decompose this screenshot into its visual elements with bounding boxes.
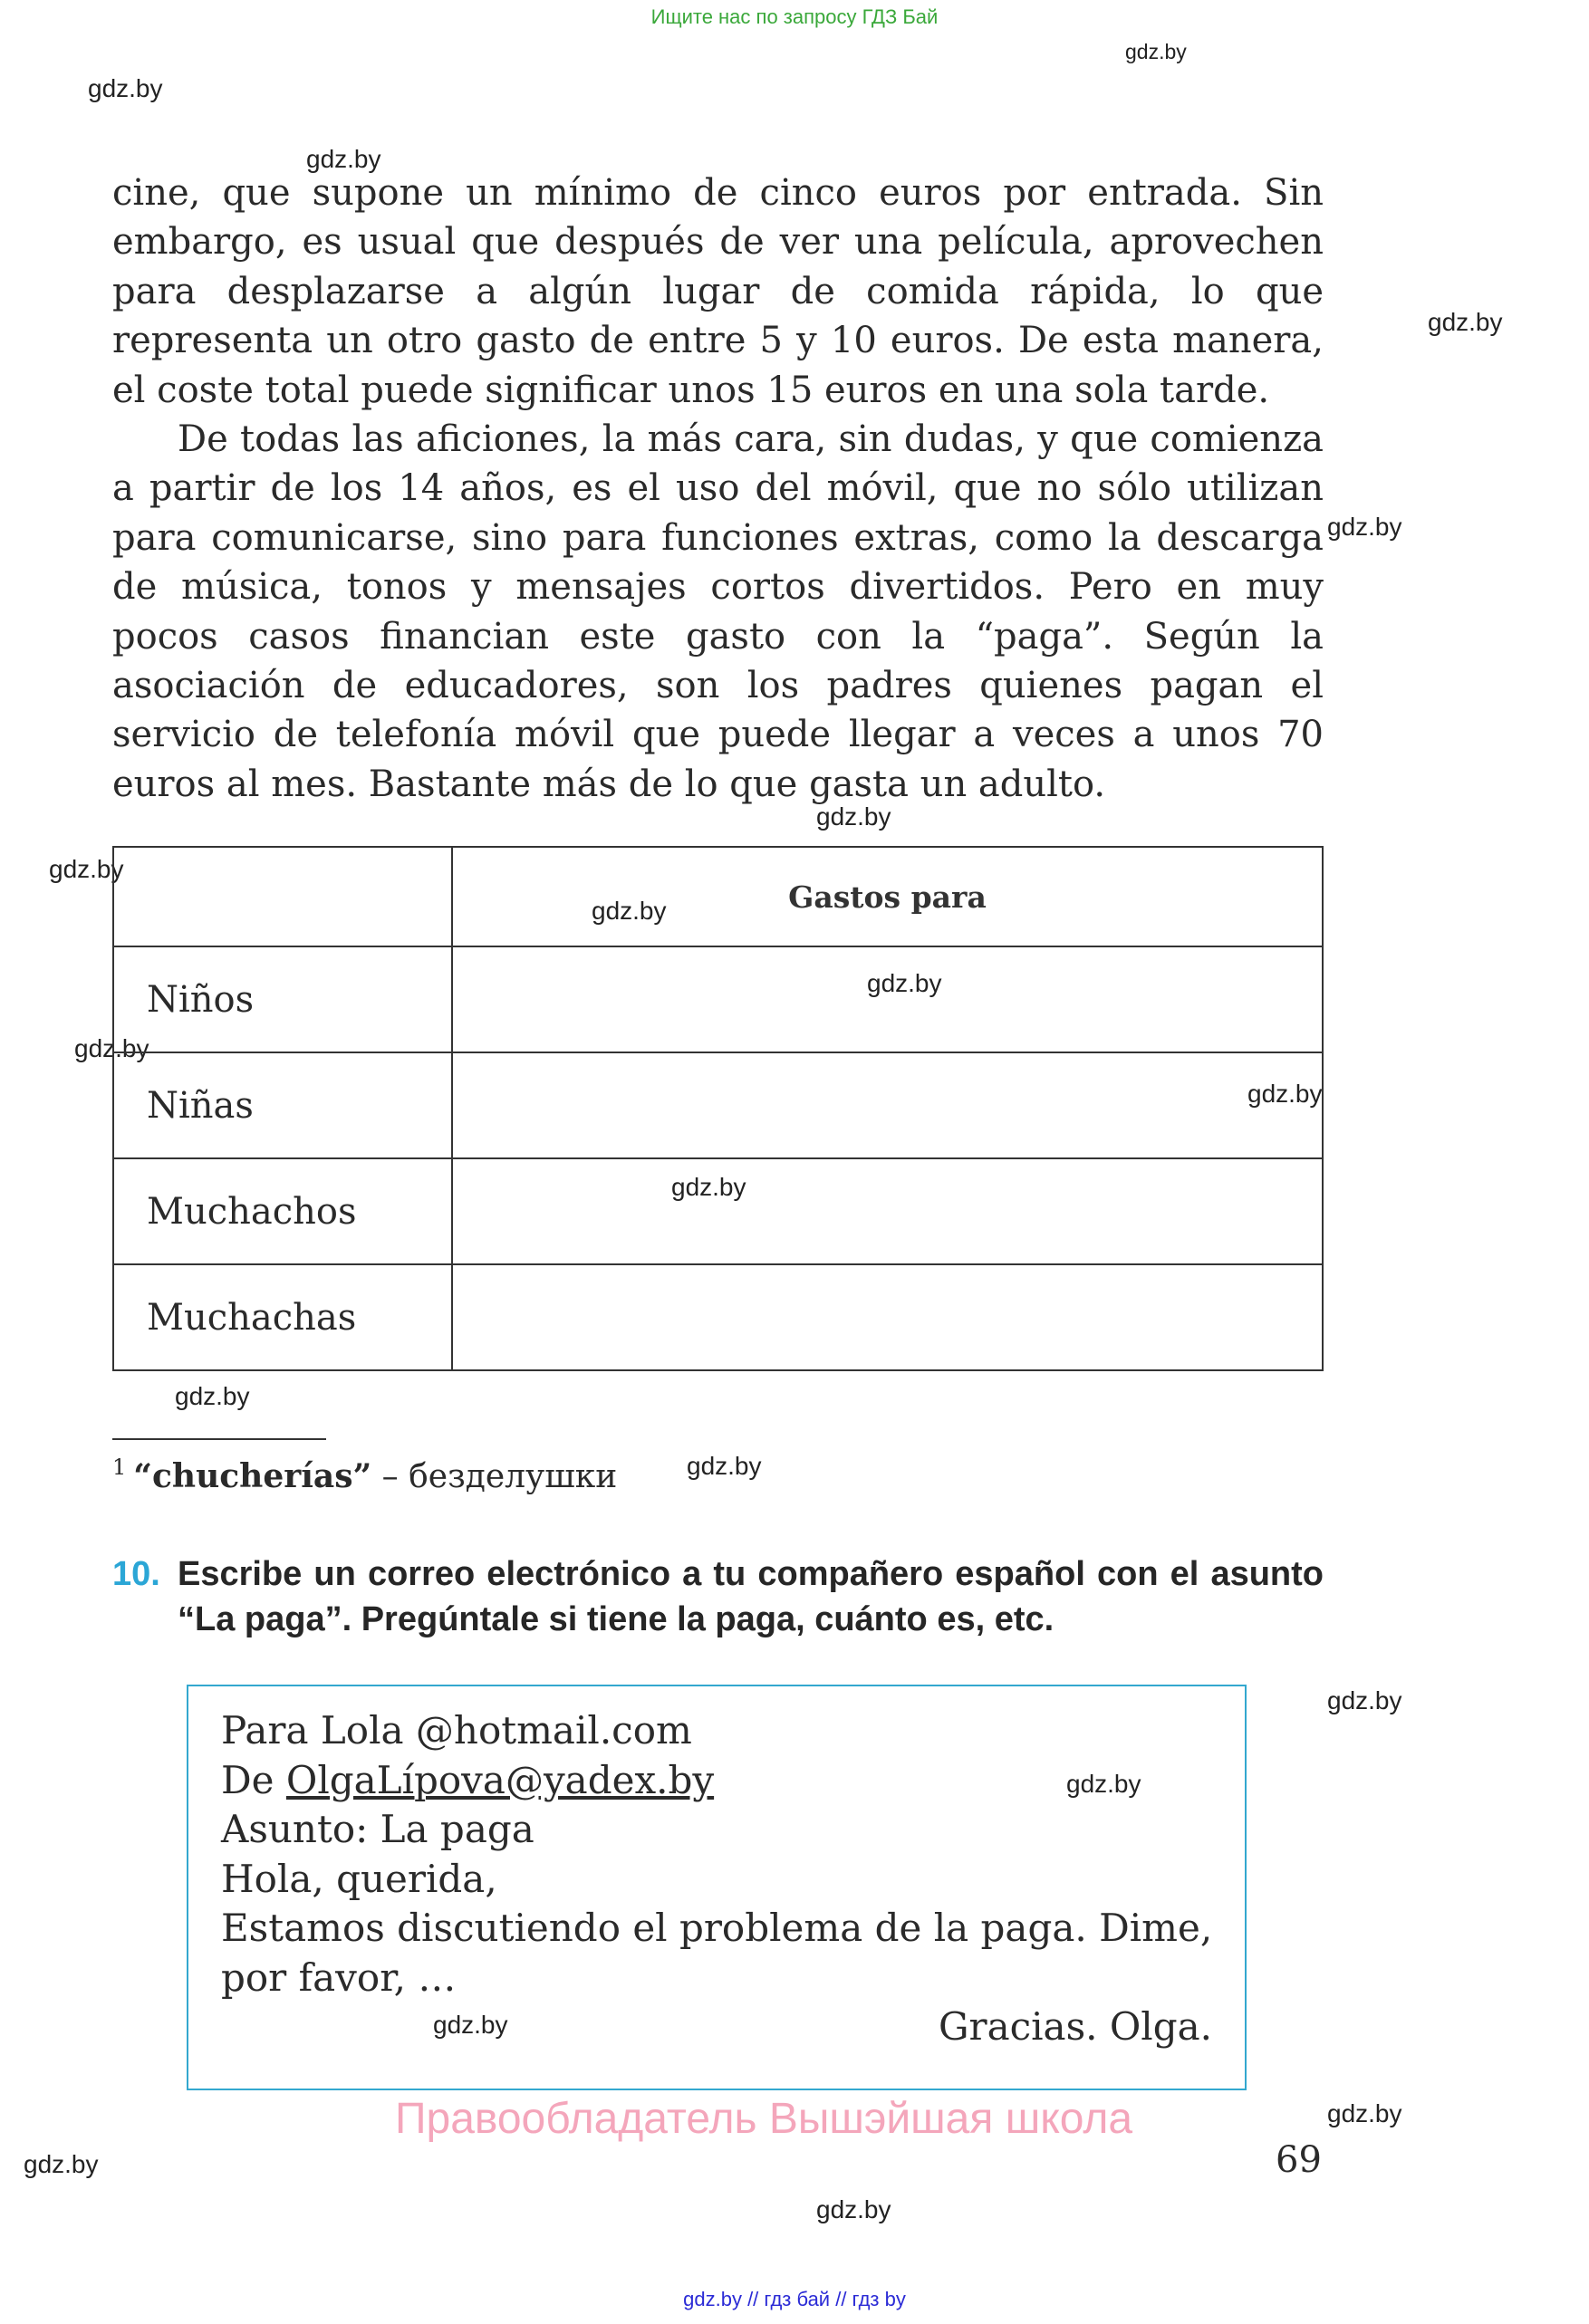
watermark: gdz.by xyxy=(1247,1080,1323,1108)
watermark: gdz.by xyxy=(175,1382,250,1410)
bottom-links[interactable]: gdz.by // гдз бай // гдз by xyxy=(683,2288,906,2310)
footnote-divider xyxy=(112,1438,326,1440)
row-answer-cell xyxy=(452,1264,1323,1370)
email-subject: Asunto: La paga xyxy=(221,1807,534,1851)
footnote-term: “chucherías” xyxy=(133,1457,372,1495)
page-number: 69 xyxy=(1276,2139,1322,2181)
table-row xyxy=(113,946,1323,1052)
watermark: gdz.by xyxy=(671,1173,746,1201)
watermark: gdz.by xyxy=(1327,2099,1402,2127)
email-to-line xyxy=(221,1706,1212,1756)
table-header-row xyxy=(113,847,1323,946)
task-text: Escribe un correo electrónico a tu compañero español con el asunto “La paga”. Pregúntale si tiene la paga, cuánto es, etc. xyxy=(178,1555,1324,1638)
footnote-mark: 1 xyxy=(112,1455,127,1480)
watermark: gdz.by xyxy=(24,2150,99,2178)
paragraph: cine, que supone un mínimo de cinco euros por entrada. Sin embargo, es usual que después de ver una película, aprovechen para desplazarse a algún lugar de comida rápida, lo que representa un otro gasto de entre 5 y 10 euros. De esta manera, el coste total puede significar unos 15 euros en una sola tarde. xyxy=(112,172,1324,411)
row-answer-cell xyxy=(452,1158,1323,1264)
table-header-gastos: Gastos para xyxy=(452,847,1323,946)
table-row xyxy=(113,1158,1323,1264)
copyright-notice: Правообладатель Вышэйшая школа xyxy=(395,2095,1133,2143)
task-10 xyxy=(112,1551,1324,1642)
row-label: Niñas xyxy=(113,1052,452,1158)
row-answer-cell xyxy=(452,1052,1323,1158)
email-greeting: Hola, querida, xyxy=(221,1856,497,1901)
watermark: gdz.by xyxy=(592,897,667,925)
watermark: gdz.by xyxy=(433,2011,508,2039)
watermark: gdz.by xyxy=(687,1452,762,1480)
email-from-line xyxy=(221,1756,1212,1806)
top-banner[interactable]: Ищите нас по запросу ГДЗ Бай xyxy=(650,5,939,28)
row-label: Niños xyxy=(113,946,452,1052)
task-number: 10. xyxy=(112,1555,160,1593)
email-from-label: De xyxy=(221,1757,286,1802)
article-text xyxy=(112,168,1324,809)
paragraph: De todas las aficiones, la más cara, sin dudas, y que comienza a partir de los 14 años, es el uso del móvil, que no sólo utilizan para comunicarse, sino para funciones extras, como la descarga de música, tonos y mensajes cortos divertidos. Pero en muy pocos casos financian este gasto con la “paga”. Según la asociación de educadores, son los padres quienes pagan el servicio de telefonía móvil que puede llegar a veces a unos 70 euros al mes. Bastante más de lo que gasta un adulto. xyxy=(112,418,1324,805)
table-row xyxy=(113,1264,1323,1370)
watermark: gdz.by xyxy=(1327,513,1402,541)
watermark: gdz.by xyxy=(1327,1686,1402,1714)
email-signature: Gracias. Olga. xyxy=(938,2004,1212,2049)
footnote-definition: – безделушки xyxy=(371,1458,618,1495)
watermark: gdz.by xyxy=(816,802,891,831)
email-sample-box xyxy=(187,1685,1247,2090)
email-body-line: por favor, … xyxy=(221,1954,457,2000)
email-to-value: Lola @hotmail.com xyxy=(320,1708,692,1753)
watermark: gdz.by xyxy=(816,2195,891,2223)
email-body-line: Estamos discutiendo el problema de la paga. Dime, xyxy=(221,1906,1213,1950)
watermark: gdz.by xyxy=(1066,1770,1141,1798)
watermark: gdz.by xyxy=(306,145,381,173)
table-row xyxy=(113,1052,1323,1158)
email-from-link[interactable]: OlgaLípova@yadex.by xyxy=(285,1757,715,1802)
watermark: gdz.by xyxy=(1428,308,1503,336)
watermark: gdz.by xyxy=(1125,40,1187,63)
row-label: Muchachas xyxy=(113,1264,452,1370)
expenses-table xyxy=(112,846,1324,1371)
watermark: gdz.by xyxy=(867,969,942,997)
watermark: gdz.by xyxy=(49,855,124,883)
row-answer-cell xyxy=(452,946,1323,1052)
footnote xyxy=(112,1455,617,1495)
watermark: gdz.by xyxy=(74,1034,149,1062)
watermark: gdz.by xyxy=(88,74,163,102)
email-to-label: Para xyxy=(221,1708,321,1753)
table-header-empty xyxy=(113,847,452,946)
row-label: Muchachos xyxy=(113,1158,452,1264)
